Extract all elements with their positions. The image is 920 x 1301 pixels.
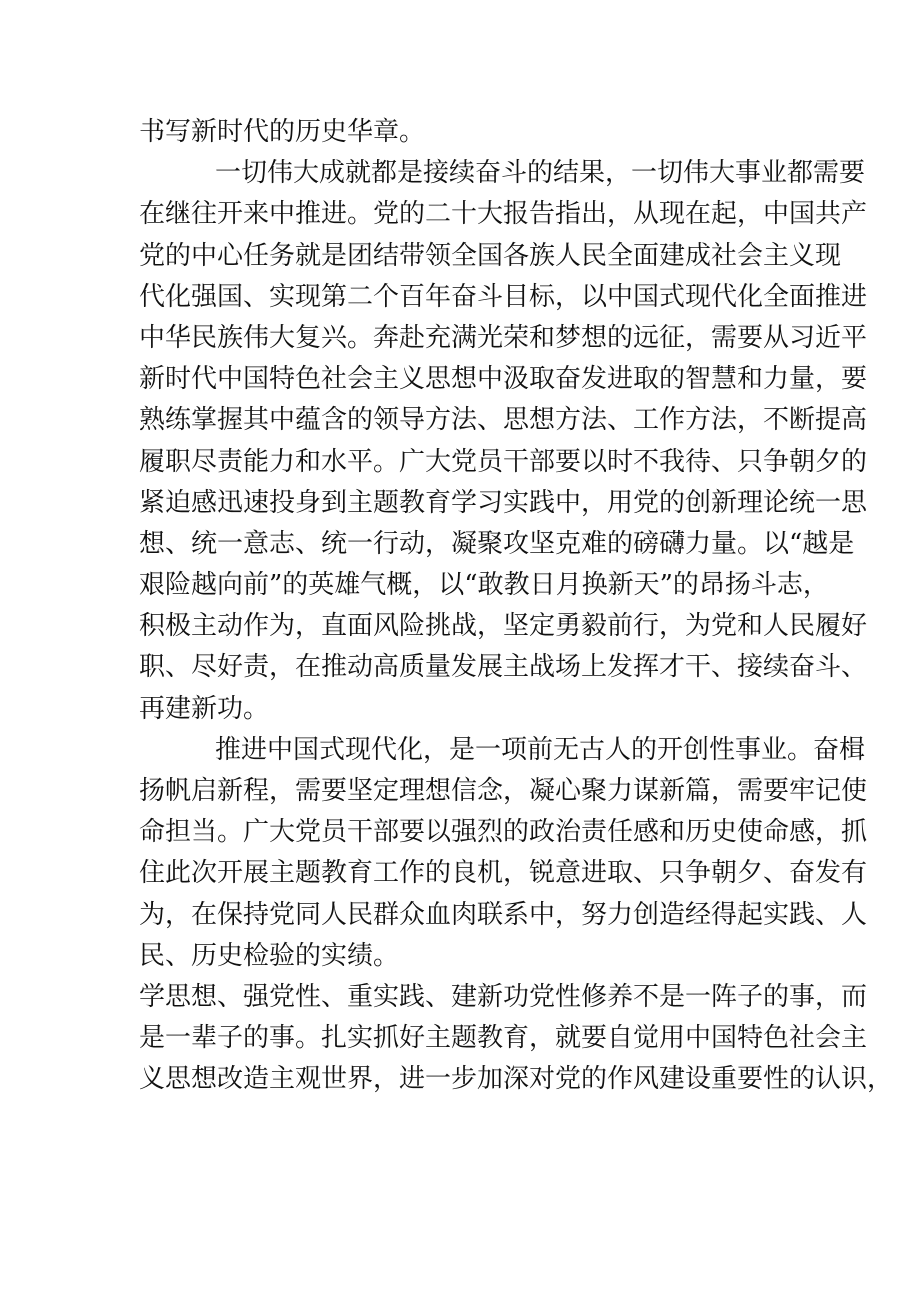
text-line: 中华民族伟大复兴。奔赴充满光荣和梦想的远征，需要从习近平: [139, 322, 868, 353]
text-line: 义思想改造主观世界，进一步加深对党的作风建设重要性的认识，: [139, 1064, 894, 1095]
text-line: 再建新功。: [139, 693, 270, 724]
text-line: 履职尽责能力和水平。广大党员干部要以时不我待、只争朝夕的: [139, 446, 868, 477]
text-line: 想、统一意志、统一行动，凝聚攻坚克难的磅礴力量。以“越是: [139, 528, 855, 559]
text-line: 紧迫感迅速投身到主题教育学习实践中，用党的创新理论统一思: [139, 487, 868, 518]
paragraph-first-line: 推进中国式现代化，是一项前无古人的开创性事业。奋楫: [215, 734, 866, 765]
text-line: 书写新时代的历史华章。: [139, 117, 426, 147]
text-line: 在继往开来中推进。党的二十大报告指出，从现在起，中国共产: [139, 199, 868, 230]
text-line: 党的中心任务就是团结带领全国各族人民全面建成社会主义现: [139, 240, 842, 271]
text-line: 艰险越向前”的英雄气概，以“敢教日月换新天”的昂扬斗志，: [139, 570, 829, 601]
text-line: 职、尽好责，在推动高质量发展主战场上发挥才干、接续奋斗、: [139, 652, 868, 683]
text-line: 积极主动作为，直面风险挑战，坚定勇毅前行，为党和人民履好: [139, 611, 868, 642]
paragraph-first-line: 一切伟大成就都是接续奋斗的结果，一切伟大事业都需要: [215, 158, 866, 189]
text-line: 命担当。广大党员干部要以强烈的政治责任感和历史使命感，抓: [139, 817, 868, 848]
text-line: 是一辈子的事。扎实抓好主题教育，就要自觉用中国特色社会主: [139, 1023, 868, 1054]
text-line: 代化强国、实现第二个百年奋斗目标，以中国式现代化全面推进: [139, 281, 868, 312]
text-line: 新时代中国特色社会主义思想中汲取奋发进取的智慧和力量，要: [139, 364, 868, 395]
text-line: 为，在保持党同人民群众血肉联系中，努力创造经得起实践、人: [139, 899, 868, 930]
text-line: 民、历史检验的实绩。: [139, 940, 400, 971]
text-line: 学思想、强党性、重实践、建新功党性修养不是一阵子的事，而: [139, 981, 868, 1012]
text-line: 扬帆启新程，需要坚定理想信念，凝心聚力谋新篇，需要牢记使: [139, 776, 868, 806]
text-line: 住此次开展主题教育工作的良机，锐意进取、只争朝夕、奋发有: [139, 858, 868, 889]
text-line: 熟练掌握其中蕴含的领导方法、思想方法、工作方法，不断提高: [139, 405, 868, 436]
body-text: [139, 112, 894, 1101]
